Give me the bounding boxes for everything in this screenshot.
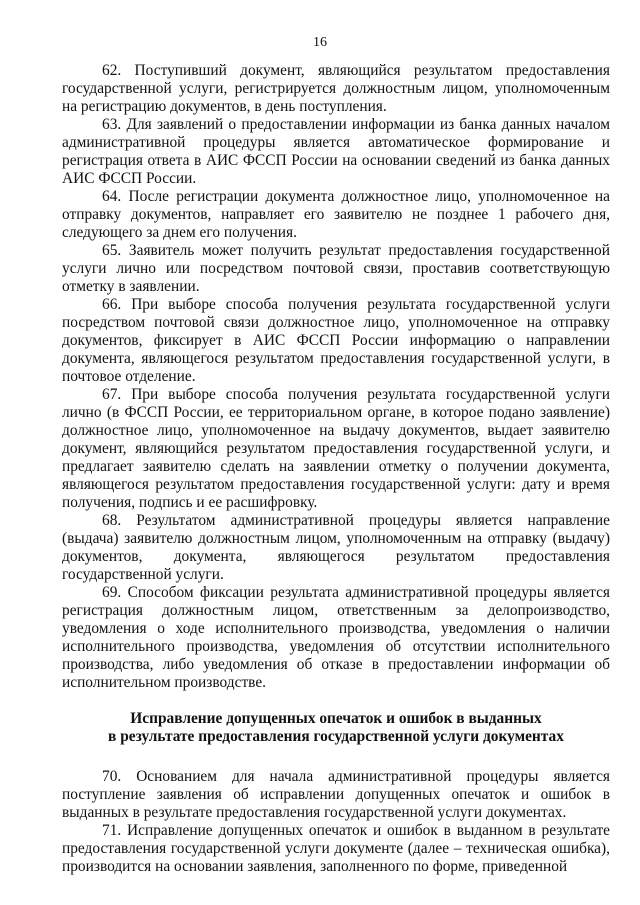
paragraph-66: 66. При выборе способа получения результата государственной услуги посредством почтовой связи должностное лицо, уполномоченное на отправку документов, фиксирует в АИС ФССП России информацию о направлении документа, являющегося результатом предоставления государственной услуги, в почтовое отделение. <box>62 296 610 385</box>
section-heading-line-2: в результате предоставления государственной услуги документах <box>108 728 564 745</box>
paragraph-68: 68. Результатом административной процедуры является направление (выдача) заявителю должностным лицом, уполномоченным на отправку (выдачу) документов, документа, являющегося результатом предоставления государственной услуги. <box>62 512 610 583</box>
paragraph-69: 69. Способом фиксации результата административной процедуры является регистрация должностным лицом, ответственным за делопроизводство, уведомления о ходе исполнительного производства, уведомления о наличии исполнительного производства, уведомления об отсутствии исполнительного производства, либо уведомления об отказе в предоставлении информации об исполнительном производстве. <box>62 584 610 691</box>
paragraph-64: 64. После регистрации документа должностное лицо, уполномоченное на отправку документов, направляет его заявителю не позднее 1 рабочего дня, следующего за днем его получения. <box>62 188 610 241</box>
document-body <box>62 62 610 876</box>
paragraph-67: 67. При выборе способа получения результата государственной услуги лично (в ФССП России, ее территориальном органе, в которое подано заявление) должностное лицо, уполномоченное на выдачу документов, выдает заявителю документ, являющийся результатом предоставления государственной услуги, и предлагает заявителю сделать на заявлении отметку о получении документа, являющегося результатом предоставления государственной услуги: дату и время получения, подпись и ее расшифровку. <box>62 386 610 511</box>
paragraph-62: 62. Поступивший документ, являющийся результатом предоставления государственной услуги, регистрируется должностным лицом, уполномоченным на регистрацию документов, в день поступления. <box>62 62 610 115</box>
paragraph-63: 63. Для заявлений о предоставлении информации из банка данных началом административной процедуры является автоматическое формирование и регистрация ответа в АИС ФССП России на основании сведений из банка данных АИС ФССП России. <box>62 116 610 187</box>
section-heading <box>62 710 610 746</box>
page-number: 16 <box>313 35 327 50</box>
paragraph-70: 70. Основанием для начала административной процедуры является поступление заявления об исправлении допущенных опечаток и ошибок в выданных в результате предоставления государственной услуги документах. <box>62 768 610 821</box>
paragraph-71: 71. Исправление допущенных опечаток и ошибок в выданном в результате предоставления государственной услуги документе (далее – техническая ошибка), производится на основании заявления, заполненного по форме, приведенной <box>62 822 610 875</box>
section-heading-line-1: Исправление допущенных опечаток и ошибок в выданных <box>130 710 542 727</box>
paragraph-65: 65. Заявитель может получить результат предоставления государственной услуги лично или посредством почтовой связи, проставив соответствующую отметку в заявлении. <box>62 242 610 295</box>
